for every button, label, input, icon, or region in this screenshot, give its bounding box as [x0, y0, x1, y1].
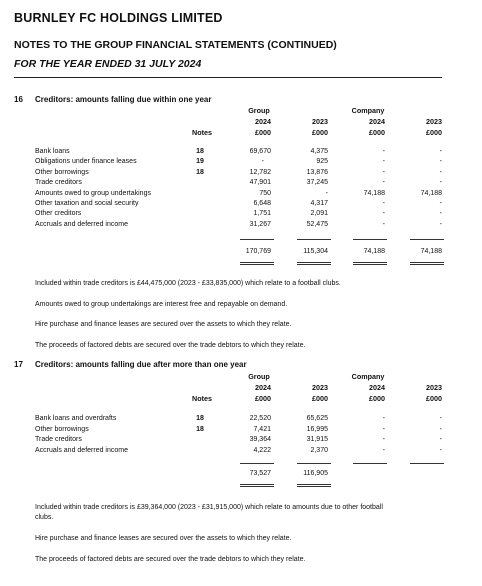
row-g2023: 52,475 [306, 220, 328, 228]
note17-group-2024: 2024 [255, 383, 271, 392]
note17-total-g2023: 116,905 [303, 470, 328, 477]
note16-total-g2024: 170,769 [245, 248, 271, 255]
note17-group-header: Group [248, 372, 270, 381]
row-c2023: - [439, 220, 442, 228]
note17-subtotal-line [240, 463, 274, 464]
row-g2023: 13,876 [306, 168, 328, 176]
row-label: Other taxation and social security [35, 200, 139, 207]
row-label: Trade creditors [35, 179, 82, 187]
row-c2023: - [439, 168, 442, 176]
row-c2024: - [382, 210, 385, 218]
note16-total-line [410, 264, 444, 265]
note16-total-line [410, 262, 444, 263]
row-c2024: - [382, 425, 385, 433]
row-g2024: - [261, 158, 264, 166]
row-g2023: 4,317 [310, 200, 328, 207]
row-g2024: 750 [259, 189, 271, 197]
note17-number: 17 [14, 360, 23, 369]
note16-unit-c2024: £000 [369, 128, 385, 137]
note17-paragraph: The proceeds of factored debts are secured over the trade debtors to which they relate. [35, 556, 306, 563]
note16-unit-c2023: £000 [426, 128, 442, 137]
row-note: 19 [196, 158, 204, 166]
note16-company-2023: 2023 [426, 117, 442, 126]
note16-paragraph: Hire purchase and finance leases are secured over the assets to which they relate. [35, 321, 292, 328]
row-g2023: 16,995 [306, 425, 328, 433]
row-c2024: - [382, 168, 385, 176]
note16-total-line [297, 262, 331, 263]
row-g2023: 4,375 [310, 148, 328, 155]
row-g2024: 4,222 [253, 446, 271, 454]
note17-company-2023: 2023 [426, 383, 442, 392]
row-c2023: - [439, 210, 442, 218]
row-c2023: - [439, 446, 442, 454]
header-rule [14, 77, 442, 78]
row-label: Other borrowings [35, 425, 89, 433]
row-label: Obligations under finance leases [35, 158, 137, 166]
row-label: Trade creditors [35, 436, 82, 443]
row-g2024: 7,421 [253, 425, 271, 433]
note16-company-header: Company [351, 106, 385, 115]
row-note: 18 [196, 415, 204, 422]
row-c2023: - [439, 200, 442, 207]
period-heading: FOR THE YEAR ENDED 31 JULY 2024 [14, 58, 202, 70]
row-label: Other borrowings [35, 168, 89, 176]
note16-subtotal-line [297, 239, 331, 240]
note16-notes-header: Notes [192, 128, 212, 137]
row-c2023: - [439, 425, 442, 433]
note17-unit-g2023: £000 [312, 394, 328, 403]
note16-subtotal-line [353, 239, 387, 240]
row-g2023: 65,625 [306, 415, 328, 422]
row-c2024: - [382, 200, 385, 207]
row-label: Bank loans [35, 148, 70, 155]
note16-group-2024: 2024 [255, 117, 271, 126]
row-note: 18 [196, 168, 204, 176]
row-c2024: - [382, 415, 385, 422]
note17-total-line [297, 484, 331, 485]
row-c2023: 74,188 [420, 189, 442, 197]
row-g2024: 31,267 [249, 220, 271, 228]
row-c2023: - [439, 436, 442, 443]
note17-subtotal-line [297, 463, 331, 464]
row-note: 18 [196, 425, 204, 433]
note16-total-c2023: 74,188 [420, 248, 442, 255]
note17-total-line [240, 486, 274, 487]
note16-total-c2024: 74,188 [363, 248, 385, 255]
note17-company-2024: 2024 [369, 383, 385, 392]
row-c2024: - [382, 220, 385, 228]
row-label: Other creditors [35, 210, 82, 218]
note17-total-line [297, 486, 331, 487]
row-c2024: - [382, 436, 385, 443]
row-g2023: 2,091 [310, 210, 328, 218]
note16-total-line [297, 264, 331, 265]
row-g2023: 37,245 [306, 179, 328, 187]
note17-total-g2024: 73,527 [249, 470, 271, 477]
row-label: Amounts owed to group undertakings [35, 189, 151, 197]
row-g2024: 12,782 [249, 168, 271, 176]
note16-paragraph: Included within trade creditors is £44,475,000 (2023 - £33,835,000) which relate to a football clubs. [35, 280, 341, 287]
row-c2024: - [382, 158, 385, 166]
row-c2023: - [439, 179, 442, 187]
note16-subtotal-line [410, 239, 444, 240]
note16-total-line [240, 264, 274, 265]
note16-total-line [240, 262, 274, 263]
row-g2023: 31,915 [306, 436, 328, 443]
note16-title: Creditors: amounts falling due within one year [35, 95, 212, 104]
note17-unit-c2023: £000 [426, 394, 442, 403]
note16-company-2024: 2024 [369, 117, 385, 126]
note16-total-g2023: 115,304 [303, 248, 328, 255]
row-g2023: 925 [316, 158, 328, 166]
note17-unit-g2024: £000 [255, 394, 271, 403]
note17-company-header: Company [351, 372, 385, 381]
row-label: Bank loans and overdrafts [35, 415, 117, 422]
note16-unit-g2023: £000 [312, 128, 328, 137]
row-label: Accruals and deferred income [35, 220, 128, 228]
row-label: Accruals and deferred income [35, 446, 128, 454]
note16-group-2023: 2023 [312, 117, 328, 126]
row-g2024: 47,901 [249, 179, 271, 187]
row-note: 18 [196, 148, 204, 155]
row-g2023: - [325, 189, 328, 197]
company-name: BURNLEY FC HOLDINGS LIMITED [14, 11, 223, 25]
note16-total-line [353, 262, 387, 263]
note17-title: Creditors: amounts falling due after more than one year [35, 360, 247, 369]
note16-number: 16 [14, 95, 23, 104]
note16-total-line [353, 264, 387, 265]
row-c2023: - [439, 148, 442, 155]
note16-unit-g2024: £000 [255, 128, 271, 137]
row-c2024: - [382, 446, 385, 454]
note17-paragraph: Included within trade creditors is £39,364,000 (2023 - £31,915,000) which relate to amounts due to other football clubs. [35, 504, 383, 521]
row-g2024: 6,648 [253, 200, 271, 207]
row-g2024: 39,364 [249, 436, 271, 443]
row-g2024: 69,670 [249, 148, 271, 155]
row-c2024: 74,188 [363, 189, 385, 197]
notes-title: NOTES TO THE GROUP FINANCIAL STATEMENTS (CONTINUED) [14, 39, 337, 51]
note16-subtotal-line [240, 239, 274, 240]
note17-subtotal-line [410, 463, 444, 464]
note17-notes-header: Notes [192, 394, 212, 403]
row-c2024: - [382, 148, 385, 155]
note17-subtotal-line [353, 463, 387, 464]
note17-paragraph: Hire purchase and finance leases are secured over the assets to which they relate. [35, 535, 292, 542]
note17-group-2023: 2023 [312, 383, 328, 392]
row-g2023: 2,370 [310, 446, 328, 454]
row-c2024: - [382, 179, 385, 187]
note17-unit-c2024: £000 [369, 394, 385, 403]
row-c2023: - [439, 415, 442, 422]
row-g2024: 1,751 [253, 210, 271, 218]
row-c2023: - [439, 158, 442, 166]
note16-paragraph: Amounts owed to group undertakings are interest free and repayable on demand. [35, 301, 288, 308]
note17-total-line [240, 484, 274, 485]
note16-paragraph: The proceeds of factored debts are secured over the trade debtors to which they relate. [35, 342, 306, 349]
row-g2024: 22,520 [249, 415, 271, 422]
note16-group-header: Group [248, 106, 270, 115]
